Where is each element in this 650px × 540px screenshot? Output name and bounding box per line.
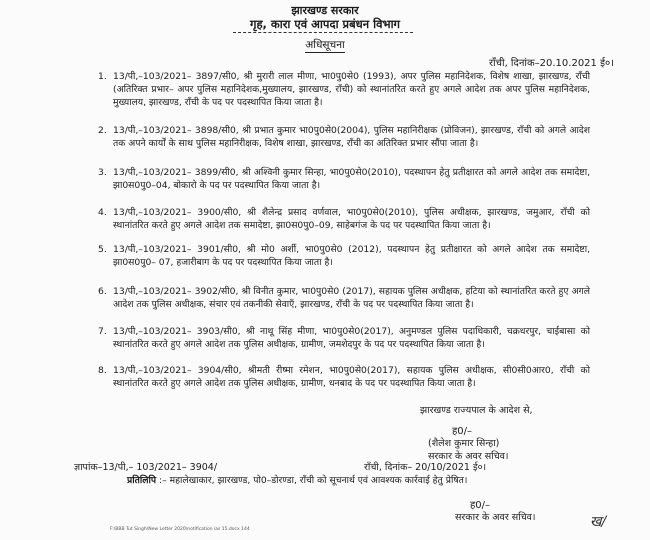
document-title: अधिसूचना [305, 39, 345, 51]
item-text: 13/पी,–103/2021– 3899/सी0, श्री अश्विनी कुमार सिन्हा, भा0पु0से0(2010), पदस्थापन हेतु प्रतीक्षारत को अगले आदेश तक समादेष्टा, झा0स0पु0–04, बोकारो के पद पर पदस्थापित किया जाता है। [113, 167, 590, 191]
signatory-name: (शैलेश कुमार सिन्हा) [428, 438, 500, 449]
item-number: 4. [98, 207, 107, 218]
item-text: 13/पी,–103/2021– 3903/सी0, श्री नाथू सिंह मीणा, भा0पु0से0(2017), अनुमण्डल पुलिस पदाधिकारी, चक्रधरपुर, चाईबासा को स्थानांतरित करते हुए अगले आदेश तक पुलिस अधीक्षक, ग्रामीण, जमशेदपुर के पद पर पदस्थापित किया जाता है। [113, 326, 590, 350]
copy-text: :– महालेखाकार, झारखण्ड, पो0–डोरण्डा, राँची को सूचनार्थ एवं आवश्यक कार्रवाई हेतु प्रेषित। [158, 475, 468, 486]
item-text: 13/पी,–103/2021– 3901/सी0, श्री मो0 अर्शी, भा0पु0से0 (2012), पदस्थापन हेतु प्रतीक्षारत को अगले आदेश तक समादेष्टा, झा0स0पु0– 07, हजारीबाग के पद पर पदस्थापित किया जाता है। [113, 244, 590, 268]
item-text: 13/पी,–103/2021– 3900/सी0, श्री शैलेन्द्र प्रसाद वर्णवाल, भा0पु0से0(2010), पुलिस अधीक्षक, झारखण्ड, जमुआर, राँची को स्थानांतरित करते हुए अगले आदेश तक समादेष्टा, झा0स0पु0–09, साहेबगंज के पद पर पदस्थापित किया जाता है। [113, 207, 590, 231]
government-heading: झारखण्ड सरकार [291, 4, 359, 17]
memo-line [74, 460, 487, 473]
copy-to [127, 474, 597, 487]
date-line: राँची, दिनांक–20.10.2021 ई०। [488, 58, 614, 69]
signatory-designation: सरकार के अवर सचिव। [428, 451, 509, 462]
item-text: 13/पी,–103/2021– 3902/सी0, श्री विनीत कुमार, भा0पु0से0 (2017), सहायक पुलिस अधीक्षक, हटिया को स्थानांतरित करते हुए अगले आदेश तक पुलिस अधीक्षक, संचार एवं तकनीकी सेवाएँ, झारखण्ड, राँची के पद पर पदस्थापित किया जाता है। [113, 286, 590, 310]
header-divider [233, 32, 413, 33]
item-number: 7. [98, 326, 107, 337]
item-number: 1. [98, 71, 107, 82]
item-number: 6. [98, 286, 107, 297]
signature-mark-2: ह0/– [470, 500, 491, 511]
item-number: 2. [98, 125, 107, 136]
memo-date: राँची, दिनांक– 20/10/2021 ई०। [364, 462, 487, 473]
department-heading: गृह, कारा एवं आपदा प्रबंधन विभाग [249, 17, 401, 31]
item-number: 5. [98, 244, 107, 255]
item-number: 3. [98, 167, 107, 178]
handwritten-initials: ख/ [590, 514, 607, 530]
copy-label: प्रतिलिपि [127, 475, 157, 486]
item-text: 13/पी,–103/2021– 3898/सी0, श्री प्रभात कुमार भा0पु0से0(2004), पुलिस महानिरीक्षक (प्रोविजन), झारखण्ड, राँची को अगले आदेश तक अपने कार्यों के साथ पुलिस महानिरीक्षक, विशेष शाखा, झारखण्ड, राँची का अतिरिक्त प्रभार सौंपा जाता है। [113, 125, 590, 149]
signature-mark: ह0/– [452, 426, 473, 437]
file-path-footnote: F:\BBB Tut Singh\New Letter 2020\notification ias 15.docx 144 [110, 527, 250, 532]
signatory-designation-2: सरकार के अवर सचिव। [455, 512, 536, 523]
item-text: 13/पी,–103/2021– 3904/सी0, श्रीमती रीष्मा रमेशन, भा0पु0से0(2017), सहायक पुलिस अधीक्षक, सी0सी0आर0, राँची को स्थानांतरित करते हुए अगले आदेश तक पुलिस अधीक्षक, ग्रामीण, धनबाद के पद पर पदस्थापित किया जाता है। [113, 365, 590, 389]
item-number: 8. [98, 365, 107, 376]
governor-order-line: झारखण्ड राज्यपाल के आदेश से, [420, 405, 533, 416]
memo-number: ज्ञापांक–13/पी,– 103/2021– 3904/ [74, 462, 218, 473]
item-text: 13/पी,–103/2021– 3897/सी0, श्री मुरारी लाल मीणा, भा0पु0से0 (1993), अपर पुलिस महानिदेशक, विशेष शाखा, झारखण्ड, राँची (अतिरिक्त प्रभार– अपर पुलिस महानिदेशक,मुख्यालय, झारखण्ड, राँची) को स्थानांतरित करते हुए अगले आदेश तक अपर पुलिस महानिदेशक, मुख्यालय, झारखण्ड, राँची के पद पर पदस्थापित किया जाता है। [113, 71, 590, 108]
